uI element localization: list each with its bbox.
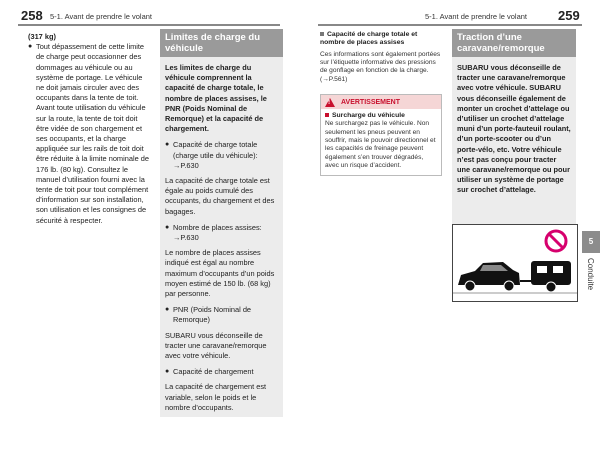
info-text: Ces informations sont également portées sur l’étiquette informative des pressions de gonflage en fonction de la charge. (→P.561) (320, 50, 441, 83)
column-1 (28, 32, 150, 226)
list-item (165, 140, 278, 171)
warning-triangle-icon: ! (325, 98, 335, 107)
towing-heading: Traction d’une caravane/remorque (452, 29, 576, 57)
no-sign-icon (546, 231, 566, 251)
bullet-icon: ● (165, 306, 170, 314)
warning-subtitle: Surcharge du véhicule (325, 112, 437, 120)
towing-illustration (452, 224, 578, 302)
info-title: Capacité de charge totale et nombre de places assises (320, 31, 418, 47)
column-4 (452, 29, 576, 244)
towing-body (452, 57, 576, 244)
car-with-trailer-illustration (453, 261, 577, 293)
paragraph: La capacité de charge totale est égale au poids cumulé des occupants, du chargement et des bagages. (165, 176, 275, 216)
left-header-rule (18, 24, 280, 26)
page-ref-link[interactable]: →P.630 (173, 160, 199, 170)
list-item (165, 367, 278, 377)
column-3 (320, 31, 442, 176)
right-header-rule (318, 24, 582, 26)
list-item (165, 305, 278, 325)
list-item (165, 223, 278, 243)
square-bullet-icon (320, 32, 324, 36)
right-page-number: 259 (558, 8, 580, 23)
towing-text: SUBARU vous déconseille de tracter une caravane/remorque avec votre véhicule. SUBARU vous déconseille également de monter un crochet d’attelage ou d’utiliser un crochet d’attelage muni d’un porte-fauteuil roulant, d’un porte-scooter ou d’un porte-vélo, etc. Votre véhicule n’est pas conçu pour tracter une caravane/remorque ou pour utiliser un système de portage sur crochet d’attelage. (457, 63, 571, 195)
left-section-title: 5-1. Avant de prendre le volant (50, 12, 153, 21)
chapter-tab[interactable]: 5 (582, 231, 600, 253)
warning-header: ! AVERTISSEMENT (321, 95, 441, 109)
bullet-icon: ● (165, 223, 170, 231)
bullet-pnr: PNR (Poids Nominal de Remorque) (173, 305, 252, 325)
bullet-seats: Nombre de places assises: (173, 222, 262, 232)
bullet-icon: ● (165, 141, 170, 149)
intro-weight: (317 kg) (28, 32, 56, 41)
tent-warning-text: Tout dépassement de cette limite de charge peut occasionner des dommages au véhicule ou au système de portage. Le véhicule ne doit jamais circuler avec des occupants dans la tente de toit. Avant toute utilisation du véhicule sur la route, la tente de toit doit être vidée de son chargement et ses occupants, et la charge appliquée sur les rails de toit doit être réduite à la limite nominale de 176 lb. (80 kg). Consultez le manuel d’utilisation fourni avec la tente de toit pour tout complément d’information sur son installation, son utilisation et les consignes de sécurité à respecter. (36, 42, 149, 225)
square-bullet-icon (325, 113, 329, 117)
paragraph: SUBARU vous déconseille de tracter une caravane/remorque avec votre véhicule. (165, 330, 267, 361)
list-item (28, 42, 150, 226)
section-body (160, 57, 283, 417)
bullet-icon: ● (28, 43, 33, 51)
chapter-label: Conduite (586, 258, 595, 291)
right-section-title: 5-1. Avant de prendre le volant (425, 12, 528, 21)
bullet-load-capacity: Capacité de chargement (173, 367, 254, 377)
column-2 (160, 29, 283, 417)
section-heading: Limites de charge du véhicule (160, 29, 283, 57)
bullet-icon: ● (165, 368, 170, 376)
intro-paragraph: Les limites de charge du véhicule comprennent la capacité de charge totale, le nombre de places assises, le PNR (Poids Nominal de Remorque) et la capacité de chargement. (165, 63, 267, 134)
warning-text: Ne surchargez pas le véhicule. Non seulement les pneus peuvent en souffrir, mais le pouvoir directionnel et les capacités de freinage peuvent également s’en trouver dégradés, avec un risque d’accident. (325, 120, 436, 169)
bullet-total-capacity: Capacité de charge totale (charge utile du véhicule): (173, 140, 258, 160)
warning-box (320, 94, 442, 176)
page-ref-link[interactable]: →P.630 (173, 233, 199, 243)
left-page-number: 258 (21, 8, 43, 23)
paragraph: Le nombre de places assises indiqué est égal au nombre maximum d’occupants d’un poids moyen estimé de 150 lb. (68 kg) par personne. (165, 248, 275, 299)
paragraph: La capacité de chargement est variable, selon le poids et le nombre d’occupants. (165, 382, 267, 412)
